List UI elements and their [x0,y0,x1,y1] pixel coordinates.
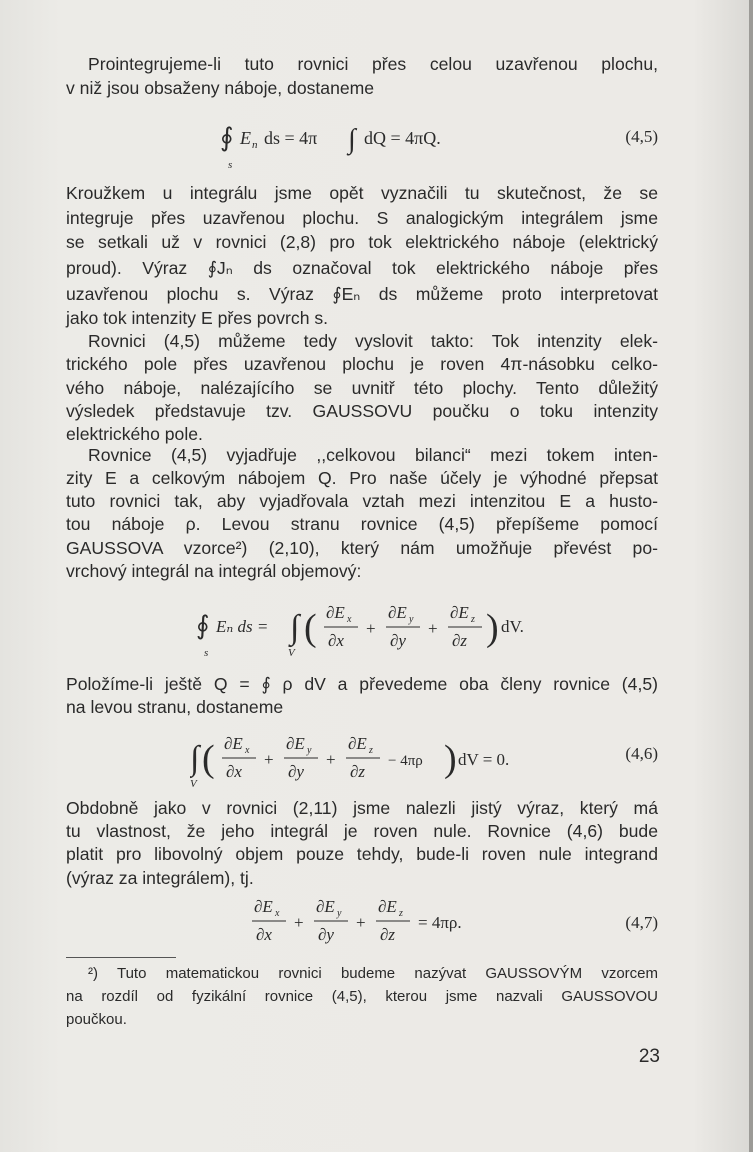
eq-symbol: E [240,128,251,148]
eq-text: ∂z [350,762,366,781]
eq-limit: V [288,647,295,659]
svg-text:+: + [366,619,376,638]
eq-text: ∂x [226,762,242,781]
eq-text: ∂E [388,603,407,622]
eq-text: ∂y [390,631,406,650]
eq-text: dQ = 4πQ. [364,128,441,148]
text-line: Položíme-li ještě Q = ∮ ρ dV a převedeme oba členy rovnice (4,5) [66,674,658,694]
text-line: jako tok intenzity E přes povrch s. [66,308,329,328]
svg-text:): ) [444,738,457,780]
eq-text: ∂z [380,925,396,944]
footnote-rule [66,957,176,958]
svg-text:∫: ∫ [348,124,356,155]
eq-text: ∂E [450,603,469,622]
svg-text:∫: ∫ [290,609,300,646]
eq-subscript: y [409,614,414,625]
equation-4-7 [250,892,510,948]
eq-text: Eₙ ds = [216,617,269,636]
svg-text:∮: ∮ [220,123,234,152]
text-line: Obdobně jako v rovnici (2,11) jsme nalezli jistý výraz, který má [66,798,658,818]
eq-text: ∂E [348,734,367,753]
equation-4-5 [220,118,520,172]
svg-text:+: + [294,913,304,932]
eq-subscript: y [307,745,312,756]
svg-text:): ) [486,607,499,649]
eq-text: ∂x [328,631,344,650]
eq-text: ds = 4π [264,128,318,148]
footnote-line: ²) Tuto matematickou rovnici budeme nazývat GAUSSOVÝM vzorcem [88,965,658,982]
eq-text: ∂E [326,603,345,622]
eq-text: dV = 0. [458,750,510,769]
svg-text:+: + [264,750,274,769]
equation-number: (4,5) [625,127,658,146]
eq-text: ∂E [286,734,305,753]
eq-text: ∂y [318,925,334,944]
text-line: trického pole přes uzavřenou plochu je roven 4π-násobku celko- [66,354,658,374]
footnote-line: na rozdíl od fyzikální rovnice (4,5), kterou jsme nazvali GAUSSOVOU [66,988,658,1005]
eq-limit: s [228,159,233,171]
svg-text:(: ( [202,738,215,780]
eq-text: ∂z [452,631,468,650]
text-line: tu vlastnost, že jeho integrál je roven nule. Rovnice (4,6) bude [66,821,658,841]
text-line: (výraz za integrálem), tj. [66,868,254,888]
text-line: uzavřenou plochu s. Výraz ∮Eₙ ds můžeme proto interpretovat [66,284,658,304]
page-number: 23 [638,1046,660,1067]
eq-subscript: x [275,908,280,919]
page-edge [749,0,753,1152]
text-line: tou náboje ρ. Levou stranu rovnice (4,5) přepíšeme pomocí [66,514,658,534]
text-line: na levou stranu, dostaneme [66,697,284,717]
eq-limit: V [190,778,197,790]
eq-text: = 4πρ. [418,913,462,932]
equation-gauss-formula [196,596,556,660]
text-line: vrchový integrál na integrál objemový: [66,561,362,581]
footnote-line: poučkou. [66,1011,127,1028]
text-line: v niž jsou obsaženy náboje, dostaneme [66,78,375,98]
svg-text:(: ( [304,607,317,649]
text-line: proud). Výraz ∮Jₙ ds označoval tok elektrického náboje přes [66,258,658,278]
svg-text:+: + [326,750,336,769]
eq-text: ∂E [224,734,243,753]
text-line: výsledek představuje tzv. GAUSSOVU poučku o toku intenzity [66,401,658,421]
eq-text: ∂E [316,897,335,916]
eq-text: ∂x [256,925,272,944]
text-line: Rovnici (4,5) můžeme tedy vyslovit takto: Tok intenzity elek- [88,331,658,351]
eq-subscript: x [245,745,250,756]
text-line: vého náboje, nalézajícího se uvnitř této plochy. Tento důležitý [66,378,658,398]
svg-text:+: + [356,913,366,932]
text-line: Prointegrujeme-li tuto rovnici přes celou uzavřenou plochu, [88,54,658,74]
text-line: platit pro libovolný objem pouze tehdy, bude-li roven nule integrand [66,844,658,864]
text-line: tuto rovnici tak, aby vyjadřovala vztah mezi intenzitou E a husto- [66,491,658,511]
svg-text:∫: ∫ [190,740,200,777]
eq-text: ∂E [378,897,397,916]
text-line: elektrického pole. [66,424,203,444]
eq-subscript: z [399,908,403,919]
equation-number: (4,6) [625,744,658,763]
text-line: Rovnice (4,5) vyjadřuje ,,celkovou bilanci“ mezi tokem inten- [88,445,658,465]
svg-text:∮: ∮ [196,611,210,640]
eq-subscript: z [471,614,475,625]
eq-text: − 4πρ [388,753,423,769]
eq-subscript: y [337,908,342,919]
eq-text: ∂y [288,762,304,781]
svg-text:+: + [428,619,438,638]
eq-text: dV. [501,617,524,636]
equation-4-6 [190,727,550,791]
text-line: Kroužkem u integrálu jsme opět vyznačili tu skutečnost, že se [66,183,658,203]
text-line: se setkali už v rovnici (2,8) pro tok elektrického náboje (elektrický [66,232,658,252]
eq-subscript: z [369,745,373,756]
text-line: GAUSSOVA vzorce²) (2,10), který nám umožňuje převést po- [66,538,658,558]
eq-limit: s [204,647,209,659]
eq-text: ∂E [254,897,273,916]
equation-number: (4,7) [625,913,658,932]
eq-subscript: n [252,139,258,151]
text-line: integruje přes uzavřenou plochu. S analogickým integrálem jsme [66,208,658,228]
text-line: zity E a celkovým nábojem Q. Pro naše účely je výhodné přepsat [66,468,658,488]
eq-subscript: x [347,614,352,625]
